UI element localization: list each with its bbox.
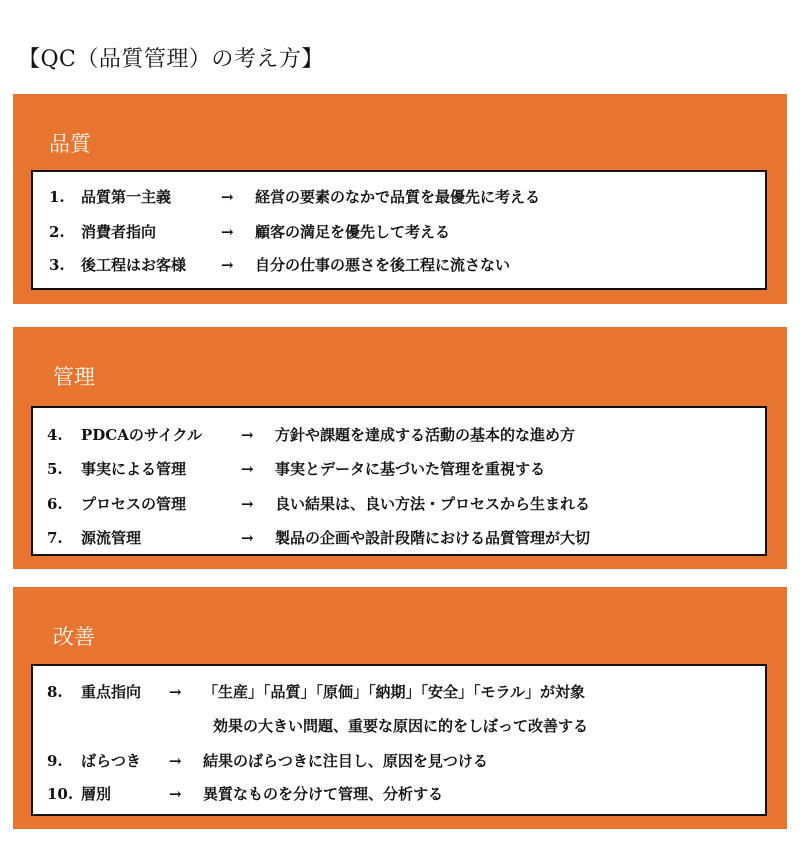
item-description: 異質なものを分けて管理、分析する [203, 785, 444, 803]
arrow-icon: → [169, 683, 182, 701]
item-number: 6. [47, 495, 63, 513]
item-number: 3. [49, 256, 65, 274]
section-title-management: 管理 [53, 365, 95, 389]
section-quality [13, 94, 787, 304]
item-number: 4. [47, 426, 63, 444]
item-principle: 消費者指向 [81, 223, 157, 241]
item-principle: 層別 [81, 785, 112, 803]
item-description: 製品の企画や設計段階における品質管理が大切 [275, 529, 591, 547]
section-title-improvement: 改善 [53, 625, 95, 649]
item-number: 2. [49, 223, 65, 241]
item-principle: プロセスの管理 [81, 495, 187, 513]
section-management [13, 327, 787, 569]
item-description: 顧客の満足を優先して考える [255, 223, 451, 241]
arrow-icon: → [241, 495, 254, 513]
section-improvement [13, 587, 787, 829]
item-number: 9. [47, 752, 63, 770]
arrow-icon: → [241, 460, 254, 478]
item-principle: 重点指向 [81, 683, 142, 701]
item-principle: 源流管理 [81, 529, 142, 547]
item-number: 10. [47, 785, 74, 803]
item-description: 「生産」「品質」「原価」「納期」「安全」「モラル」が対象 [203, 683, 586, 701]
item-description: 結果のばらつきに注目し、原因を見つける [203, 752, 488, 770]
item-number: 1. [49, 188, 65, 206]
item-principle: 後工程はお客様 [81, 256, 187, 274]
principles-box-management [31, 406, 767, 556]
item-number: 8. [47, 683, 63, 701]
principles-box-quality [31, 170, 767, 290]
item-description: 自分の仕事の悪さを後工程に流さない [255, 256, 511, 274]
item-principle: 事実による管理 [81, 460, 187, 478]
section-title-quality: 品質 [49, 132, 91, 156]
item-number: 7. [47, 529, 63, 547]
arrow-icon: → [221, 223, 234, 241]
arrow-icon: → [241, 529, 254, 547]
item-principle: 品質第一主義 [81, 188, 172, 206]
arrow-icon: → [169, 752, 182, 770]
arrow-icon: → [221, 188, 234, 206]
item-principle: ばらつき [81, 752, 141, 770]
item-description: 方針や課題を達成する活動の基本的な進め方 [275, 426, 576, 444]
item-description: 良い結果は、良い方法・プロセスから生まれる [275, 495, 591, 513]
principles-box-improvement [31, 664, 767, 816]
item-description: 事実とデータに基づいた管理を重視する [275, 460, 546, 478]
item-principle: PDCAのサイクル [81, 426, 203, 444]
page-title: 【QC（品質管理）の考え方】 [18, 47, 324, 72]
item-number: 5. [47, 460, 63, 478]
arrow-icon: → [241, 426, 254, 444]
arrow-icon: → [221, 256, 234, 274]
item-description: 効果の大きい問題、重要な原因に的をしぼって改善する [213, 717, 589, 735]
item-description: 経営の要素のなかで品質を最優先に考える [255, 188, 541, 206]
arrow-icon: → [169, 785, 182, 803]
